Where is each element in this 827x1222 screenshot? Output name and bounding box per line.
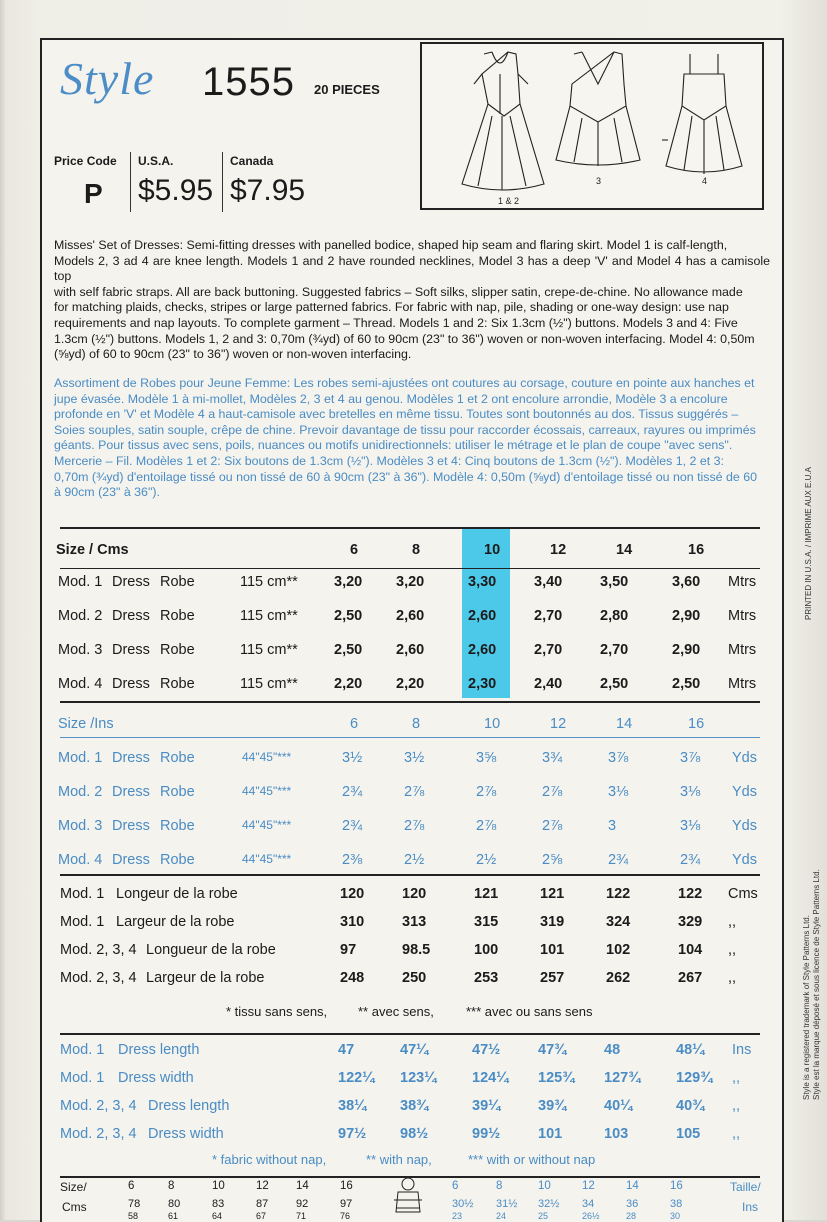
garment-fr: Robe: [160, 642, 195, 658]
metric-value: 2,20: [334, 676, 363, 692]
model-label: Mod. 1: [60, 1070, 105, 1086]
body-size-ins: 16: [670, 1180, 683, 1192]
body-bust-in: 32½: [538, 1198, 560, 1210]
size-header: Size / Cms: [56, 542, 129, 558]
body-size: 14: [296, 1180, 309, 1192]
measure-value: 123¼: [400, 1070, 437, 1086]
description-line: Soies souples, satin souple, crêpe de chine. Prevoir davantage de tissu pour raccorder écossais, carreaux, rayures ou imprimés: [54, 422, 756, 437]
footnote: *** avec ou sans sens: [466, 1004, 593, 1019]
body-waist-cm: 64: [212, 1211, 223, 1221]
description-line: requirements and nap layouts. To complete garment – Thread. Models 1 and 2: Six 1.3cm (½") buttons. Models 3 and 4: Five: [54, 315, 738, 330]
body-size-label: Size/: [60, 1180, 87, 1194]
garment-en: Dress: [112, 608, 150, 624]
unit-label: Ins: [732, 1042, 752, 1058]
brand-logo: Style: [60, 53, 155, 104]
body-size: 8: [168, 1180, 175, 1192]
garment-en: Dress: [112, 784, 150, 800]
unit-label: ,,: [728, 914, 737, 930]
body-waist-in: 25: [538, 1211, 549, 1221]
garment-fr: Robe: [160, 608, 195, 624]
measure-label: Dress width: [148, 1126, 224, 1142]
measure-value: 104: [678, 942, 703, 958]
model-label: Mod. 1: [60, 1042, 105, 1058]
metric-value: 2,40: [534, 676, 563, 692]
garment-en: Dress: [112, 750, 150, 766]
measure-value: 47: [338, 1042, 355, 1058]
size-col-header: 12: [550, 716, 567, 732]
size-col-header: 6: [350, 542, 359, 558]
footnote: *** with or without nap: [468, 1152, 596, 1167]
size-col-header: 10: [484, 716, 501, 732]
metric-value: 2,70: [534, 642, 563, 658]
imperial-value: 2⅞: [476, 784, 497, 800]
measure-value: 253: [474, 970, 499, 986]
description-line: géants. Pour tissus avec sens, poils, nuances ou motifs unidirectionnels: utiliser le métrage et le plan de coupe "avec sens".: [54, 438, 733, 453]
measure-value: 103: [604, 1126, 629, 1142]
body-waist-cm: 71: [296, 1211, 307, 1221]
trademark-en: Style is a registered trademark of Style Patterns Ltd.: [802, 915, 811, 1100]
imperial-value: 2⅞: [404, 784, 425, 800]
model-label: Mod. 2: [58, 784, 103, 800]
measure-value: 248: [340, 970, 365, 986]
dress-sketches: [422, 44, 762, 208]
body-size-ins: 14: [626, 1180, 639, 1192]
body-size-ins: 10: [538, 1180, 551, 1192]
measure-label: Longueur de la robe: [146, 942, 276, 958]
imperial-value: 2½: [404, 852, 425, 868]
measure-value: 313: [402, 914, 427, 930]
unit-label: ,,: [728, 942, 737, 958]
measure-value: 120: [402, 886, 427, 902]
trademark-fr: Style est la marque déposé et sous licence de Style Patterns Ltd.: [812, 869, 821, 1100]
body-bust-cm: 92: [296, 1198, 309, 1210]
body-bust-in: 36: [626, 1198, 639, 1210]
garment-en: Dress: [112, 642, 150, 658]
model-label: Mod. 4: [58, 852, 103, 868]
body-waist-in: 28: [626, 1211, 637, 1221]
garment-fr: Robe: [160, 852, 195, 868]
model-label: Mod. 2: [58, 608, 103, 624]
unit-label: Cms: [728, 886, 758, 902]
unit-label: Yds: [732, 818, 757, 834]
metric-value: 2,60: [468, 642, 497, 658]
metric-value: 2,50: [334, 608, 363, 624]
size-col-header: 12: [550, 542, 567, 558]
metric-value: 2,90: [672, 642, 701, 658]
metric-value: 2,50: [600, 676, 629, 692]
metric-value: 2,70: [534, 608, 563, 624]
measure-value: 47¾: [538, 1042, 567, 1058]
body-bust-in: 30½: [452, 1198, 474, 1210]
footnote: * tissu sans sens,: [226, 1004, 328, 1019]
size-col-header: 16: [688, 716, 705, 732]
description-line: with self fabric straps. All are back buttoning. Suggested fabrics – Soft silks, slipper satin, crepe-de-chine. No allowance made: [54, 284, 743, 299]
unit-label: ,,: [732, 1070, 741, 1086]
metric-value: 2,90: [672, 608, 701, 624]
measure-value: 47¼: [400, 1042, 429, 1058]
measure-value: 98½: [400, 1126, 429, 1142]
measure-value: 38¾: [400, 1098, 429, 1114]
size-col-header: 6: [350, 716, 359, 732]
fabric-width: 44"45"***: [242, 784, 292, 798]
view-label-3: 3: [596, 176, 602, 186]
fabric-width: 115 cm**: [240, 574, 298, 590]
body-size: 6: [128, 1180, 135, 1192]
measure-label: Dress length: [118, 1042, 200, 1058]
description-line: jupe évasée. Modèle 1 à mi-mollet, Modèles 2, 3 et 4 au genou. Modèles 1 et 2 ont encolure arrondie, Modèle 3 a encolure: [54, 391, 728, 406]
measure-value: 250: [402, 970, 427, 986]
measure-value: 122: [678, 886, 703, 902]
model-label: Mod. 1: [60, 886, 105, 902]
price-code: P: [84, 178, 103, 209]
body-size-ins: 8: [496, 1180, 503, 1192]
metric-value: 3,50: [600, 574, 629, 590]
canada-label: Canada: [230, 154, 274, 168]
metric-value: 3,20: [334, 574, 363, 590]
model-label: Mod. 4: [58, 676, 103, 692]
imperial-value: 3⅝: [476, 750, 497, 766]
measure-label: Dress width: [118, 1070, 194, 1086]
body-waist-cm: 61: [168, 1211, 179, 1221]
rule: [60, 737, 760, 738]
description-line: Misses' Set of Dresses: Semi-fitting dresses with panelled bodice, shaped hip seam and flaring skirt. Model 1 is calf-length,: [54, 238, 728, 252]
body-waist-in: 24: [496, 1211, 507, 1221]
metric-value: 2,50: [334, 642, 363, 658]
body-bust-cm: 80: [168, 1198, 181, 1210]
measure-value: 99½: [472, 1126, 501, 1142]
body-waist-cm: 58: [128, 1211, 139, 1221]
size-col-header: 14: [616, 542, 633, 558]
unit-label: Mtrs: [728, 676, 757, 692]
body-waist-in: 30: [670, 1211, 681, 1221]
imperial-value: 2⅞: [542, 818, 563, 834]
fabric-width: 44"45"***: [242, 852, 292, 866]
body-cms-label: Cms: [62, 1200, 87, 1214]
price-code-label: Price Code: [54, 154, 117, 168]
measure-value: 48¼: [676, 1042, 705, 1058]
pattern-back-sheet: [40, 38, 784, 1222]
measure-value: 97½: [338, 1126, 367, 1142]
model-label: Mod. 2, 3, 4: [60, 1098, 137, 1114]
fabric-width: 115 cm**: [240, 676, 298, 692]
metric-value: 2,20: [396, 676, 425, 692]
garment-fr: Robe: [160, 750, 195, 766]
body-taille-label: Taille/: [730, 1180, 761, 1194]
unit-label: Mtrs: [728, 608, 757, 624]
metric-value: 2,60: [396, 642, 425, 658]
imperial-value: 3¾: [542, 750, 563, 766]
unit-label: Yds: [732, 784, 757, 800]
measure-value: 125¾: [538, 1070, 575, 1086]
description-line: Models 2, 3 ad 4 are knee length. Models 1 and 2 have rounded necklines, Model 3 has a deep 'V' and Model 4 has a camisole top: [54, 253, 770, 284]
body-ins-label: Ins: [742, 1200, 759, 1214]
printed-in-usa: PRINTED IN U.S.A. / IMPRIME AUX E.U.A: [804, 467, 813, 620]
unit-label: ,,: [732, 1126, 741, 1142]
metric-value: 2,60: [396, 608, 425, 624]
body-bust-cm: 87: [256, 1198, 269, 1210]
metric-value: 2,60: [468, 608, 497, 624]
garment-en: Dress: [112, 676, 150, 692]
description-line: à 90cm (23" à 36").: [54, 485, 160, 500]
pattern-number: 1555: [202, 60, 295, 104]
metric-value: 2,70: [600, 642, 629, 658]
measure-value: 40¾: [676, 1098, 705, 1114]
body-waist-cm: 67: [256, 1211, 267, 1221]
unit-label: Yds: [732, 852, 757, 868]
rule: [60, 874, 760, 876]
description-line: for matching plaids, checks, stripes or large patterned fabrics. For fabric with nap, pile, shading or one-way design: use nap: [54, 300, 729, 315]
garment-en: Dress: [112, 818, 150, 834]
metric-value: 2,80: [600, 608, 629, 624]
pieces-count: 20 PIECES: [314, 82, 380, 97]
measure-value: 267: [678, 970, 703, 986]
rule: [60, 527, 760, 529]
canada-price: $7.95: [230, 174, 306, 207]
imperial-value: 2⅞: [476, 818, 497, 834]
imperial-value: 2¾: [342, 784, 363, 800]
unit-label: Yds: [732, 750, 757, 766]
imperial-value: 3½: [404, 750, 425, 766]
size-col-header: 8: [412, 716, 421, 732]
garment-fr: Robe: [160, 676, 195, 692]
model-label: Mod. 1: [58, 574, 103, 590]
measure-value: 121: [540, 886, 565, 902]
model-label: Mod. 3: [58, 642, 103, 658]
measure-value: 122¼: [338, 1070, 375, 1086]
body-bust-in: 38: [670, 1198, 683, 1210]
body-size: 10: [212, 1180, 225, 1192]
imperial-value: 2¾: [342, 818, 363, 834]
french-description: [54, 376, 770, 501]
imperial-value: 3⅛: [680, 818, 701, 834]
footnote: * fabric without nap,: [212, 1152, 327, 1167]
imperial-value: 2⅝: [542, 852, 563, 868]
model-label: Mod. 1: [58, 750, 103, 766]
body-bust-in: 34: [582, 1198, 595, 1210]
imperial-value: 3⅛: [608, 784, 629, 800]
model-label: Mod. 2, 3, 4: [60, 942, 137, 958]
measure-value: 319: [540, 914, 565, 930]
imperial-value: 2¾: [680, 852, 701, 868]
unit-label: ,,: [728, 970, 737, 986]
imperial-value: 2⅜: [342, 852, 363, 868]
garment-en: Dress: [112, 852, 150, 868]
unit-label: ,,: [732, 1098, 741, 1114]
measure-value: 38¼: [338, 1098, 367, 1114]
price-divider: [130, 152, 131, 212]
metric-value: 2,50: [672, 676, 701, 692]
measure-label: Largeur de la robe: [116, 914, 235, 930]
size-col-header: 10: [484, 542, 501, 558]
size-col-header: 16: [688, 542, 705, 558]
model-label: Mod. 1: [60, 914, 105, 930]
imperial-value: 3: [608, 818, 617, 834]
measure-value: 121: [474, 886, 499, 902]
measure-value: 47½: [472, 1042, 501, 1058]
body-bust-in: 31½: [496, 1198, 518, 1210]
garment-fr: Robe: [160, 784, 195, 800]
metric-value: 3,60: [672, 574, 701, 590]
metric-value: 3,20: [396, 574, 425, 590]
measure-value: 257: [540, 970, 565, 986]
body-waist-cm: 76: [340, 1211, 351, 1221]
footnote: ** with nap,: [366, 1152, 432, 1167]
imperial-value: 3⅞: [680, 750, 701, 766]
fabric-width: 44"45"***: [242, 750, 292, 764]
measure-value: 39¼: [472, 1098, 501, 1114]
measure-value: 48: [604, 1042, 621, 1058]
measure-value: 100: [474, 942, 499, 958]
fabric-width: 44"45"***: [242, 818, 292, 832]
body-bust-cm: 83: [212, 1198, 225, 1210]
body-bust-cm: 78: [128, 1198, 141, 1210]
description-line: 1.3cm (½") buttons. Models 1, 2 and 3: 0,70m (¾yd) of 60 to 90cm (23" to 36") woven or non-woven interfacing. Model 4: 0,50m: [54, 331, 755, 346]
size-col-header: 14: [616, 716, 633, 732]
measure-label: Longeur de la robe: [116, 886, 238, 902]
imperial-value: 3½: [342, 750, 363, 766]
measure-value: 310: [340, 914, 365, 930]
model-label: Mod. 2, 3, 4: [60, 1126, 137, 1142]
measure-label: Largeur de la robe: [146, 970, 265, 986]
measure-value: 262: [606, 970, 631, 986]
dress-illustrations: [420, 42, 764, 210]
measure-value: 40¼: [604, 1098, 633, 1114]
body-size-ins: 12: [582, 1180, 595, 1192]
description-line: (⅝yd) of 60 to 90cm (23" to 36") woven or non-woven interfacing.: [54, 347, 412, 362]
body-bust-cm: 97: [340, 1198, 353, 1210]
measure-value: 122: [606, 886, 631, 902]
usa-price: $5.95: [138, 174, 214, 207]
measure-label: Dress length: [148, 1098, 230, 1114]
unit-label: Mtrs: [728, 642, 757, 658]
description-line: Mercerie – Fil. Modèles 1 et 2: Six boutons de 1.3cm (½"). Modèles 3 et 4: Cinq boutons de 1.3cm (½"). Modèles 1, 2 et 3:: [54, 453, 724, 468]
fabric-width: 115 cm**: [240, 642, 298, 658]
english-description: [54, 238, 770, 363]
description-line: 0,70m (¾yd) d'entoilage tissé ou non tissé de 60 à 90cm (23" à 36"). Modèle 4: 0,50m (⅝yd) d'entoilage tissé ou non tissé de 60: [54, 469, 757, 484]
body-size: 16: [340, 1180, 353, 1192]
size-col-header: 8: [412, 542, 421, 558]
view-label-1-2: 1 & 2: [498, 196, 520, 206]
rule: [60, 1033, 760, 1035]
imperial-value: 2¾: [608, 852, 629, 868]
fabric-width: 115 cm**: [240, 608, 298, 624]
measure-value: 129¾: [676, 1070, 713, 1086]
metric-value: 2,30: [468, 676, 497, 692]
measure-value: 120: [340, 886, 365, 902]
body-waist-in: 26½: [582, 1211, 600, 1221]
imperial-value: 3⅞: [608, 750, 629, 766]
description-line: profonde en 'V' et Modèle 4 a haut-camisole avec bretelles en même tissu. Toutes sont boutonnés au dos. Tissus suggérés –: [54, 407, 739, 422]
body-size: 12: [256, 1180, 269, 1192]
measure-value: 102: [606, 942, 631, 958]
price-divider: [222, 152, 223, 212]
measure-value: 329: [678, 914, 703, 930]
figure-icon: [386, 1176, 430, 1222]
size-header: Size /Ins: [58, 716, 114, 732]
measure-value: 101: [538, 1126, 563, 1142]
model-label: Mod. 3: [58, 818, 103, 834]
measure-value: 127¾: [604, 1070, 641, 1086]
imperial-value: 3⅛: [680, 784, 701, 800]
rule: [60, 701, 760, 703]
garment-fr: Robe: [160, 818, 195, 834]
view-label-4: 4: [702, 176, 708, 186]
measure-value: 98.5: [402, 942, 431, 958]
measure-value: 105: [676, 1126, 701, 1142]
description-line: Assortiment de Robes pour Jeune Femme: Les robes semi-ajustées ont coutures au corsage, couture en pointe aux hanches et: [54, 376, 755, 390]
measure-value: 101: [540, 942, 565, 958]
metric-value: 3,30: [468, 574, 497, 590]
imperial-value: 2⅞: [542, 784, 563, 800]
unit-label: Mtrs: [728, 574, 757, 590]
body-size-ins: 6: [452, 1180, 459, 1192]
measure-value: 315: [474, 914, 499, 930]
garment-en: Dress: [112, 574, 150, 590]
measure-value: 324: [606, 914, 631, 930]
body-waist-in: 23: [452, 1211, 463, 1221]
model-label: Mod. 2, 3, 4: [60, 970, 137, 986]
imperial-value: 2½: [476, 852, 497, 868]
measure-value: 39¾: [538, 1098, 567, 1114]
footnote: ** avec sens,: [358, 1004, 434, 1019]
rule: [60, 568, 760, 569]
imperial-value: 2⅞: [404, 818, 425, 834]
measure-value: 124¼: [472, 1070, 509, 1086]
garment-fr: Robe: [160, 574, 195, 590]
usa-label: U.S.A.: [138, 154, 174, 168]
measure-value: 97: [340, 942, 357, 958]
metric-value: 3,40: [534, 574, 563, 590]
